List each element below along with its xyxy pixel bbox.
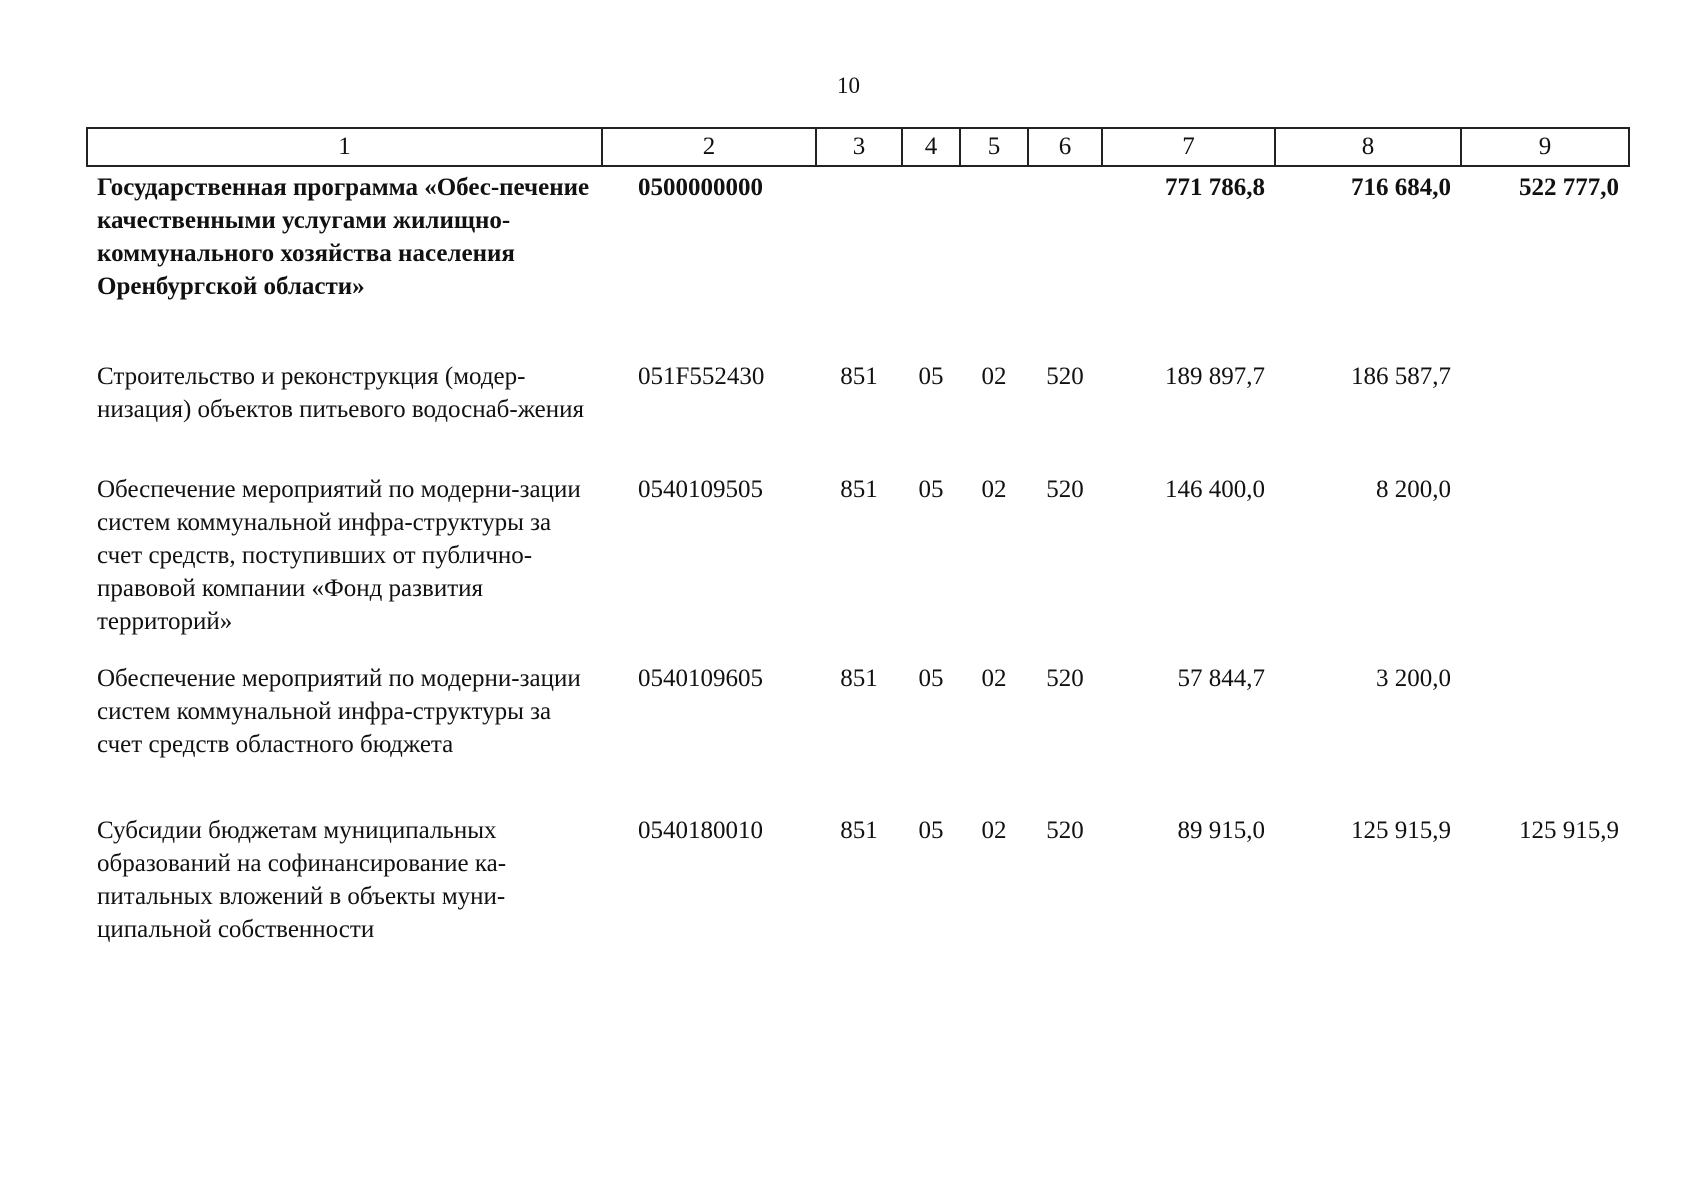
column-header-7: 7 [1102, 128, 1275, 166]
column-header-6: 6 [1028, 128, 1102, 166]
row-c6: 520 [1046, 817, 1084, 844]
row-c7: 57 844,7 [1177, 665, 1265, 692]
row-code: 0500000000 [638, 174, 763, 201]
row-c8: 716 684,0 [1351, 174, 1451, 201]
row-c6: 520 [1046, 665, 1084, 692]
row-c9 [1461, 355, 1629, 468]
row-c9 [1461, 657, 1629, 809]
row-c3: 851 [840, 665, 878, 692]
row-c7: 146 400,0 [1165, 476, 1265, 503]
row-c3 [816, 166, 902, 355]
row-c3: 851 [840, 817, 878, 844]
column-header-2: 2 [602, 128, 816, 166]
row-c3: 851 [840, 476, 878, 503]
row-c5 [960, 166, 1028, 355]
row-c8: 125 915,9 [1351, 817, 1451, 844]
table-row [87, 809, 1629, 946]
row-c5: 02 [981, 817, 1007, 844]
table-row [87, 657, 1629, 809]
row-c6: 520 [1046, 476, 1084, 503]
row-c8: 8 200,0 [1376, 476, 1451, 503]
row-c7: 771 786,8 [1165, 174, 1265, 201]
row-c6: 520 [1046, 363, 1084, 390]
column-header-9: 9 [1461, 128, 1629, 166]
column-header-8: 8 [1275, 128, 1461, 166]
row-c4: 05 [918, 665, 944, 692]
column-header-1: 1 [87, 128, 602, 166]
column-header-4: 4 [902, 128, 960, 166]
table-row [87, 355, 1629, 468]
row-name: Строительство и реконструкция (модер-низация) объектов питьевого водоснаб-жения [97, 363, 585, 423]
table-header-row [87, 128, 1629, 166]
row-c9 [1461, 468, 1629, 657]
table-row [87, 468, 1629, 657]
row-c9: 522 777,0 [1519, 174, 1619, 201]
row-c8: 3 200,0 [1376, 665, 1451, 692]
row-c4: 05 [918, 476, 944, 503]
row-name: Обеспечение мероприятий по модерни-зации систем коммунальной инфра-структуры за счет средств, поступивших от публично-правовой компании «Фонд развития территорий» [97, 476, 581, 635]
row-code: 0540180010 [638, 817, 763, 844]
row-c4 [902, 166, 960, 355]
row-name: Субсидии бюджетам муниципальных образований на софинансирование ка-питальных вложений в объекты муни-ципальной собственности [97, 817, 507, 943]
row-c9: 125 915,9 [1519, 817, 1619, 844]
column-header-3: 3 [816, 128, 902, 166]
row-code: 0540109605 [638, 665, 763, 692]
page-number: 10 [837, 73, 860, 98]
row-c5: 02 [981, 476, 1007, 503]
row-name: Государственная программа «Обес-печение качественными услугами жилищно-коммунального хозяйства населения Оренбургской области» [97, 174, 590, 300]
row-c7: 189 897,7 [1165, 363, 1265, 390]
row-c6 [1028, 166, 1102, 355]
row-c4: 05 [918, 817, 944, 844]
row-name: Обеспечение мероприятий по модерни-зации систем коммунальной инфра-структуры за счет средств областного бюджета [97, 665, 581, 758]
row-c8: 186 587,7 [1351, 363, 1451, 390]
table-row [87, 166, 1629, 355]
column-header-5: 5 [960, 128, 1028, 166]
row-code: 051F552430 [638, 363, 765, 390]
row-c5: 02 [981, 363, 1007, 390]
row-c3: 851 [840, 363, 878, 390]
row-c4: 05 [918, 363, 944, 390]
row-c5: 02 [981, 665, 1007, 692]
row-c7: 89 915,0 [1177, 817, 1265, 844]
row-code: 0540109505 [638, 476, 763, 503]
budget-table [86, 127, 1630, 946]
